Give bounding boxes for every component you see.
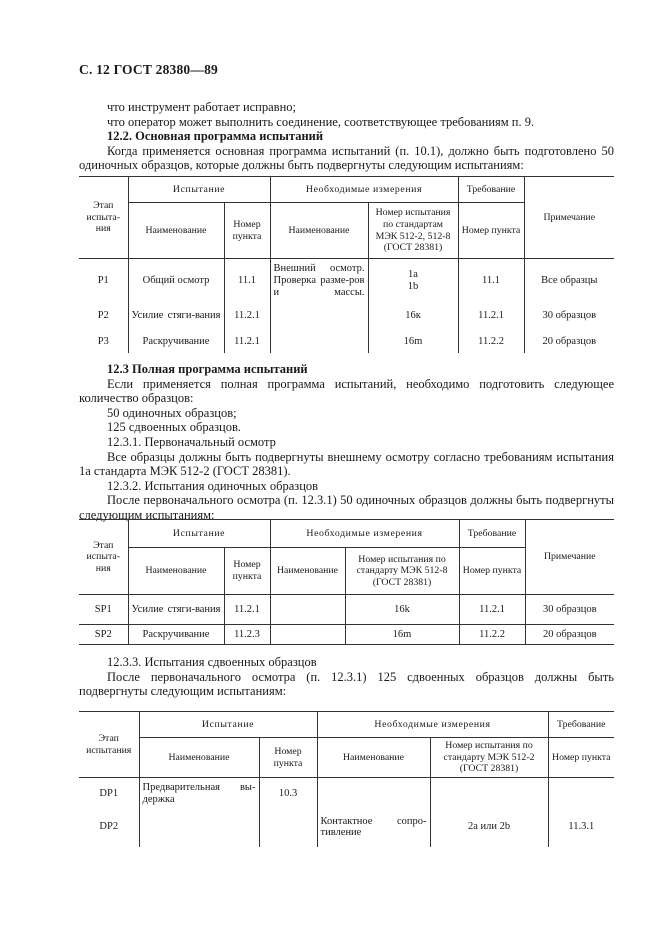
cell-measure-number: 1а 1b — [368, 259, 458, 301]
th-measurements: Необходимые измерения — [270, 520, 459, 548]
section-12-3-3 — [79, 655, 614, 699]
section-text-12-3-3: После первоначального осмотра (п. 12.3.1) 125 сдвоенных образцов должны быть подвергнуты следующим испытаниям: — [79, 669, 614, 699]
th-test: Испытание — [139, 712, 317, 738]
section-text-12-3-1: Все образцы должны быть подвергнуты внешнему осмотру согласно требованиям испытания 1а стандарта МЭК 512-2 (ГОСТ 28381). — [79, 449, 614, 479]
th-measure-name: Наименование — [317, 738, 430, 778]
cell-measure-number: 16k — [345, 595, 459, 625]
th-test-number: Номер пункта — [224, 548, 270, 595]
th-note: Примечание — [524, 177, 614, 259]
th-measure-number: Номер испытания по стандартам МЭК 512-2, 512-8 (ГОСТ 28381) — [368, 203, 458, 259]
sample-count-single: 50 одиночных образцов; — [107, 405, 237, 420]
th-test: Испытание — [128, 520, 270, 548]
intro-line-1: что инструмент работает исправно; — [107, 100, 296, 114]
cell-stage: DP2 — [79, 807, 139, 847]
cell-test-number: 11.1 — [224, 259, 270, 301]
section-title-12-3: 12.3 Полная программа испытаний — [107, 362, 308, 376]
cell-measure-number: 16m — [345, 625, 459, 645]
table-row — [79, 331, 614, 353]
table-row — [79, 778, 614, 808]
th-measure-number: Номер испытания по стандарту МЭК 512-2 (ГОСТ 28381) — [430, 738, 548, 778]
table-single-samples — [79, 519, 614, 645]
cell-req-number — [548, 778, 614, 808]
cell-test-name — [139, 807, 259, 847]
th-test-name: Наименование — [128, 548, 224, 595]
cell-note: 30 образцов — [525, 595, 614, 625]
section-title-12-3-2: 12.3.2. Испытания одиночных образцов — [107, 478, 319, 493]
intro-line-2: что оператор может выполнить соединение, соответствующее требованиям п. 9. — [107, 114, 535, 129]
th-req-number: Номер пункта — [459, 548, 525, 595]
cell-test-number: 11.2.1 — [224, 301, 270, 331]
cell-measure-name: Контактное сопро-тивление — [317, 807, 430, 847]
cell-req-number: 11.2.2 — [458, 331, 524, 353]
cell-test-number: 11.2.3 — [224, 625, 270, 645]
cell-test-name: Общий осмотр — [128, 259, 224, 301]
sample-count-double: 125 сдвоенных образцов. — [107, 420, 242, 435]
cell-test-number — [259, 807, 317, 847]
cell-stage: Р2 — [79, 301, 128, 331]
th-test: Испытание — [128, 177, 270, 203]
table-double-samples — [79, 711, 614, 847]
cell-stage: SP2 — [79, 625, 128, 645]
cell-measure-number: 2а или 2b — [430, 807, 548, 847]
cell-measure-number: 16к — [368, 301, 458, 331]
th-req-number: Номер пункта — [548, 738, 614, 778]
cell-test-number: 10.3 — [259, 778, 317, 808]
cell-test-number: 11.2.1 — [224, 331, 270, 353]
th-req-number: Номер пункта — [458, 203, 524, 259]
cell-req-number: 11.3.1 — [568, 821, 595, 833]
section-text-12-3: Если применяется полная программа испытаний, необходимо подготовить следующее количество образцов: — [79, 376, 614, 406]
th-stage: Этап испыта-ния — [79, 177, 128, 259]
th-stage: Этап испытания — [79, 712, 139, 778]
th-measurements: Необходимые измерения — [270, 177, 458, 203]
cell-note: Все образцы — [541, 274, 598, 286]
th-test-number: Номер пункта — [259, 738, 317, 778]
table-row — [79, 595, 614, 625]
cell-test-name: Усилие стяги-вания — [128, 301, 224, 331]
cell-stage: DP1 — [79, 778, 139, 808]
th-requirement: Требование — [548, 712, 614, 738]
cell-test-name: Усилие стяги-вания — [128, 595, 224, 625]
cell-req-number: 11.2.1 — [459, 595, 525, 625]
section-text-12-3-2: После первоначального осмотра (п. 12.3.1) 50 одиночных образцов должны быть подвергнуты следующим испытаниям: — [79, 493, 614, 522]
th-stage: Этап испыта-ния — [79, 520, 128, 595]
cell-test-name: Раскручивание — [128, 331, 224, 353]
cell-req-number: 11.2.1 — [458, 301, 524, 331]
cell-measure-name — [270, 625, 345, 645]
cell-measure-name — [317, 778, 430, 808]
cell-stage: SP1 — [79, 595, 128, 625]
th-note: Примечание — [525, 520, 614, 595]
th-measure-name: Наименование — [270, 548, 345, 595]
th-test-name: Наименование — [128, 203, 224, 259]
section-title-12-3-3: 12.3.3. Испытания сдвоенных образцов — [107, 655, 317, 669]
cell-req-number: 11.1 — [458, 259, 524, 301]
cell-test-name: Раскручивание — [128, 625, 224, 645]
cell-measure-name — [270, 595, 345, 625]
cell-note: 30 образцов — [542, 309, 597, 321]
table-row — [79, 301, 614, 331]
th-measurements: Необходимые измерения — [317, 712, 548, 738]
cell-measure-number: 16m — [368, 331, 458, 353]
cell-stage: Р1 — [79, 259, 128, 301]
section-title-12-3-1: 12.3.1. Первоначальный осмотр — [107, 434, 276, 449]
table-basic-program — [79, 176, 614, 353]
th-requirement: Требование — [458, 177, 524, 203]
th-test-name: Наименование — [139, 738, 259, 778]
section-title-12-2: 12.2. Основная программа испытаний — [107, 129, 324, 144]
section-12-3 — [79, 362, 614, 523]
table-row — [79, 807, 614, 847]
cell-note: 20 образцов — [542, 335, 597, 347]
cell-measure-number — [430, 778, 548, 808]
cell-test-number: 11.2.1 — [224, 595, 270, 625]
cell-note: 20 образцов — [525, 625, 614, 645]
cell-measure-name — [270, 301, 368, 331]
section-12-2 — [79, 100, 614, 173]
cell-req-number: 11.2.2 — [459, 625, 525, 645]
th-measure-number: Номер испытания по стандарту МЭК 512-8 (ГОСТ 28381) — [345, 548, 459, 595]
table-row — [79, 259, 614, 301]
th-measure-name: Наименование — [270, 203, 368, 259]
cell-stage: Р3 — [79, 331, 128, 353]
cell-test-name: Предварительная вы-держка — [139, 778, 259, 808]
section-text-12-2: Когда применяется основная программа испытаний (п. 10.1), должно быть подготовлено 50 одиночных образцов, которые должны быть подвергнуты следующим испытаниям: — [79, 143, 614, 173]
cell-measure-name — [270, 331, 368, 353]
page-header: С. 12 ГОСТ 28380—89 — [79, 62, 218, 77]
th-test-number: Номер пункта — [224, 203, 270, 259]
table-row — [79, 625, 614, 645]
cell-measure-name: Внешний осмотр. Проверка разме-ров и массы. — [270, 259, 368, 301]
th-requirement: Требование — [459, 520, 525, 548]
